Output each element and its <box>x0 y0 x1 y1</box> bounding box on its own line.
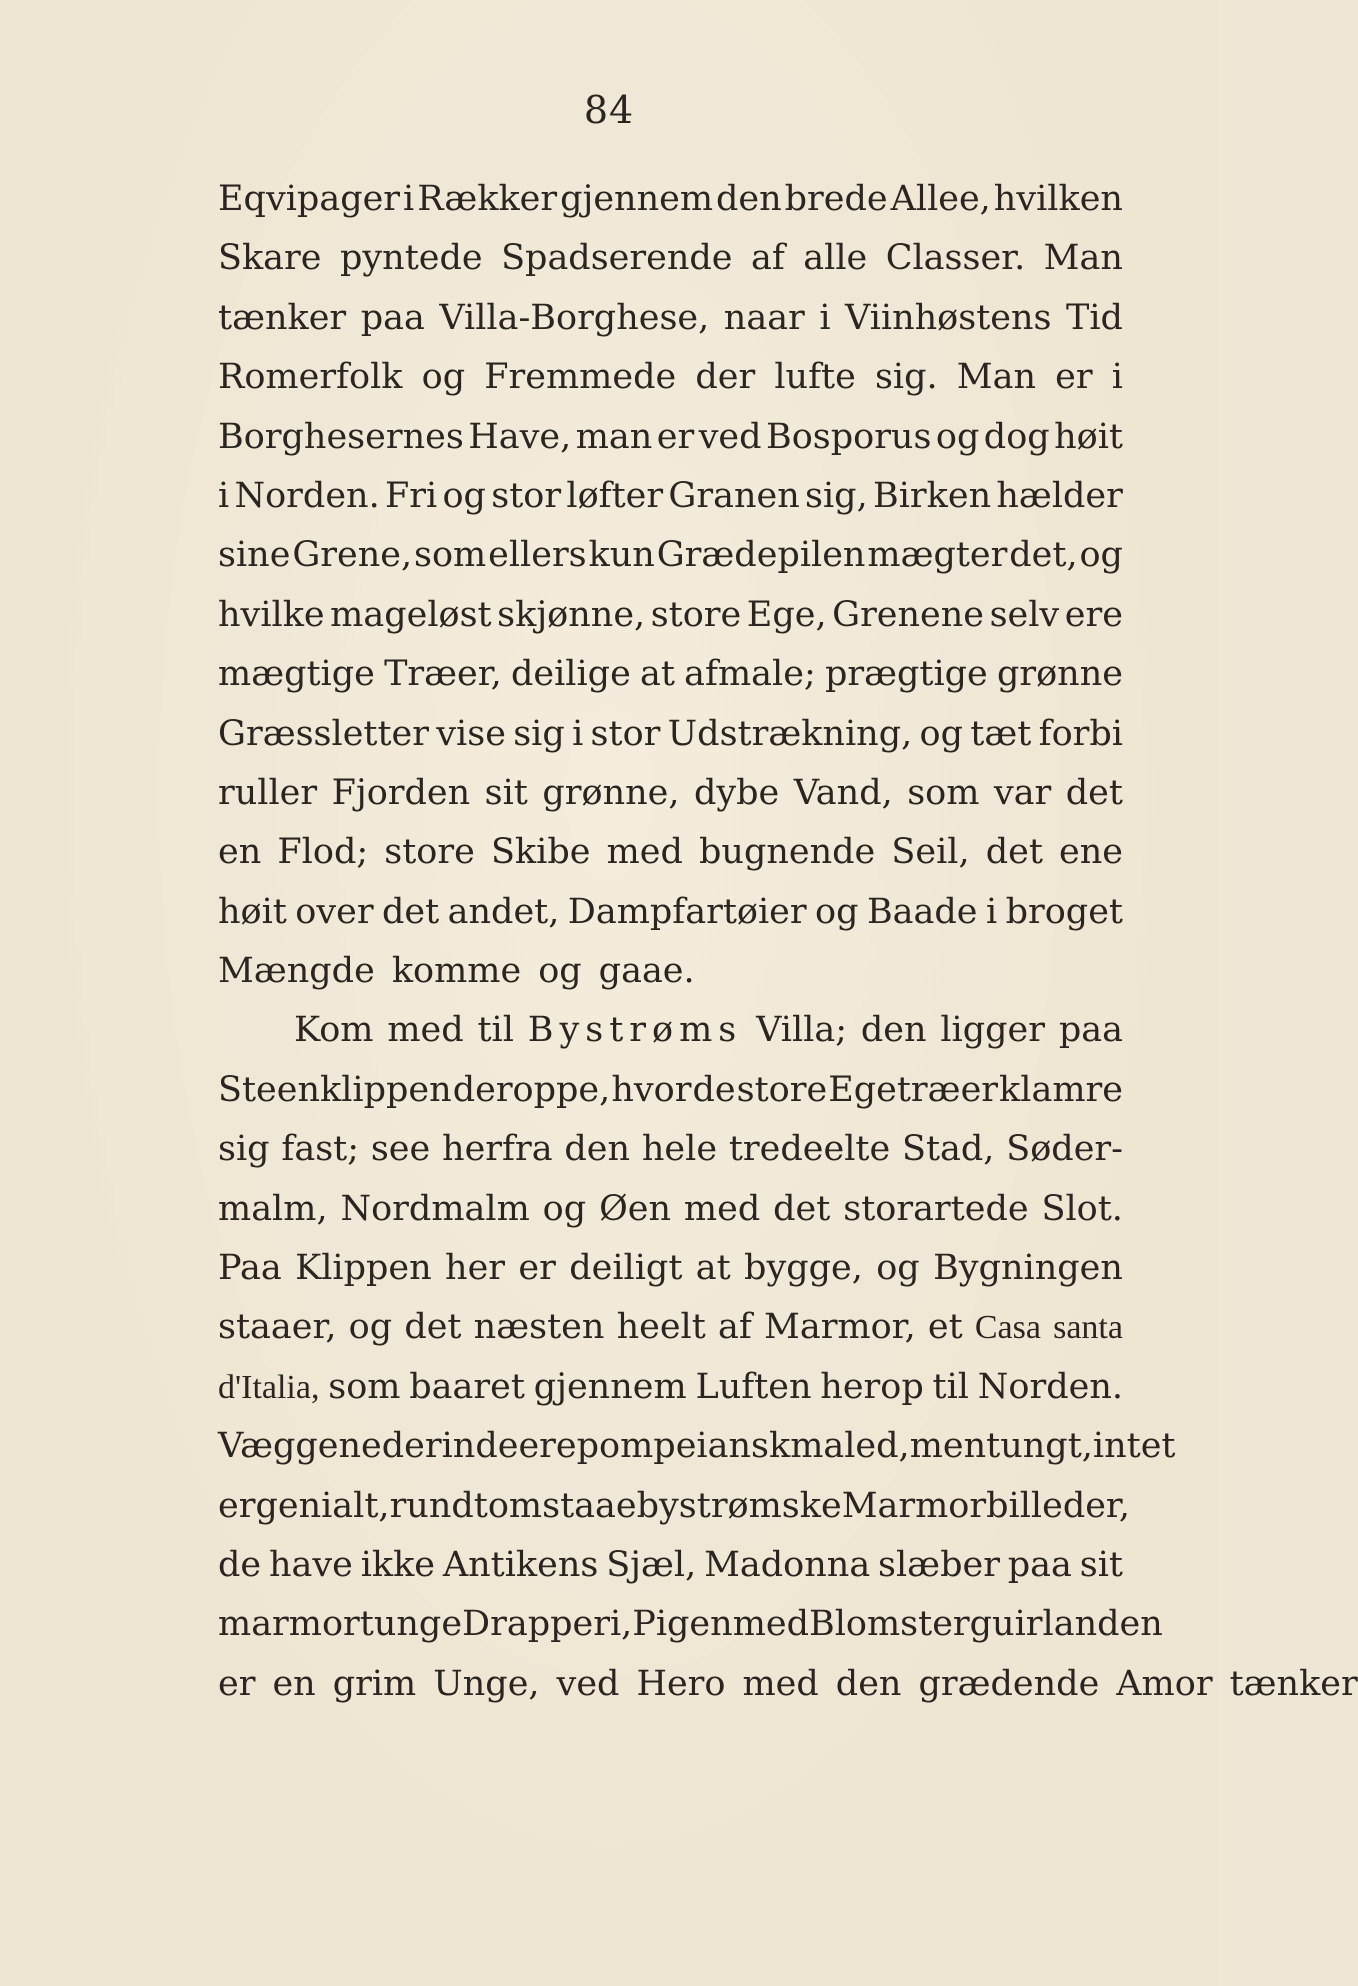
text-word: ikke <box>360 1544 436 1585</box>
text-word: i <box>403 179 415 219</box>
text-word: Allee, <box>890 179 991 219</box>
text-word: næsten <box>473 1307 605 1348</box>
text-word: dog <box>983 416 1050 457</box>
text-word: Villa-Borghese, <box>439 297 710 338</box>
text-line <box>218 408 1123 467</box>
text-word: og <box>538 951 582 992</box>
text-word: i <box>819 297 831 338</box>
page-number: 84 <box>583 88 635 132</box>
text-word: Have, <box>468 416 572 457</box>
text-word: mægtige <box>218 654 375 695</box>
text-word: et <box>927 1307 963 1348</box>
text-word: paa <box>360 297 425 338</box>
text-word: brede <box>784 179 888 219</box>
text-line <box>218 348 1123 407</box>
text-word: sig <box>513 713 565 754</box>
text-word: maled, <box>790 1426 910 1467</box>
text-line <box>218 586 1123 645</box>
text-line <box>218 229 1123 288</box>
text-word: Viinhøstens <box>845 297 1052 338</box>
text-word: Seil, <box>891 832 970 873</box>
text-word: grædende <box>918 1663 1100 1704</box>
text-word: Skibe <box>490 832 591 873</box>
text-word: man <box>575 416 653 457</box>
text-word: Bygningen <box>933 1248 1123 1289</box>
text-word: store <box>384 832 475 873</box>
text-word: hvilke <box>218 594 325 635</box>
text-word: stor <box>491 475 562 516</box>
text-word: fast; <box>281 1129 360 1170</box>
text-word: er <box>518 1248 556 1289</box>
text-word: bugnende <box>699 832 876 873</box>
text-line <box>218 1536 1123 1595</box>
text-word: selv <box>989 594 1060 635</box>
text-word: klamre <box>999 1069 1123 1110</box>
text-line <box>218 823 1123 882</box>
text-word: Villa; <box>756 1010 847 1051</box>
text-word: Stad, <box>901 1129 995 1170</box>
text-word: Madonna <box>704 1544 871 1585</box>
text-word: vise <box>436 713 506 754</box>
text-word: ved <box>698 416 762 457</box>
text-word: Græssletter <box>218 713 429 754</box>
text-word: paa <box>1007 1544 1072 1585</box>
text-word: den <box>860 1010 927 1051</box>
text-word: Træer, <box>384 654 502 695</box>
text-word: grønne <box>996 654 1123 695</box>
text-word: staae <box>542 1485 637 1526</box>
text-word: storartede <box>843 1188 1029 1229</box>
text-word: er <box>218 1485 256 1526</box>
text-word: stor <box>590 713 661 754</box>
text-word: og <box>919 713 964 754</box>
text-word: komme <box>391 951 522 992</box>
text-word: sig, <box>805 475 868 516</box>
text-word: Marmor, <box>763 1307 916 1348</box>
text-word: baaret <box>409 1366 525 1407</box>
text-word: Kom <box>294 1010 374 1051</box>
text-word: Norden. <box>977 1366 1123 1407</box>
text-word: bystrømske <box>636 1485 842 1526</box>
text-word: lufte <box>774 357 856 398</box>
text-word: Antikens <box>442 1544 599 1585</box>
text-word: marmortunge <box>218 1604 463 1645</box>
text-word: tungt, <box>986 1426 1093 1467</box>
text-word: tæt <box>970 713 1032 754</box>
text-word: en <box>218 832 262 873</box>
text-word: af <box>750 238 785 279</box>
text-word: Fjorden <box>331 772 471 813</box>
text-word: Udstrækning, <box>667 713 913 754</box>
text-word: dybe <box>693 772 780 813</box>
text-word: over <box>295 891 374 932</box>
text-word: Grene, <box>292 535 413 576</box>
text-word: de <box>692 1069 736 1110</box>
text-word: er <box>1055 357 1093 398</box>
text-word: Baade <box>866 891 978 932</box>
text-word: intet <box>1092 1426 1176 1467</box>
text-word: rundt <box>389 1485 488 1526</box>
text-word: ere <box>1064 594 1123 635</box>
text-word: alle <box>803 238 868 279</box>
text-word: have <box>268 1544 353 1585</box>
text-word: Man <box>1043 238 1123 279</box>
text-word: det <box>382 891 440 932</box>
text-word: andet, <box>447 891 560 932</box>
text-word: og <box>1079 535 1123 576</box>
text-word: santa <box>1053 1309 1123 1347</box>
text-word: Fri <box>384 475 438 516</box>
text-word: herop <box>820 1366 924 1407</box>
text-word: Hero <box>636 1663 726 1704</box>
text-word: og <box>876 1248 920 1289</box>
text-word: ene <box>1059 832 1123 873</box>
text-word: til <box>932 1366 969 1407</box>
text-line <box>218 289 1123 348</box>
text-word: broget <box>1005 891 1123 932</box>
text-word: pompeiansk <box>576 1426 791 1467</box>
text-word: gjennem <box>560 179 714 219</box>
text-word: og <box>815 891 859 932</box>
text-word: i <box>985 891 998 932</box>
text-word: Eqvipager <box>218 179 401 219</box>
text-word: deilige <box>510 654 631 695</box>
text-word: der <box>695 357 756 398</box>
text-word: det, <box>1009 535 1078 576</box>
text-word: tredeelte <box>728 1129 891 1170</box>
text-word: afmale; <box>684 654 816 695</box>
text-line <box>218 1477 1130 1536</box>
text-word: tænker <box>218 297 347 338</box>
text-word: Dampfartøier <box>567 891 807 932</box>
text-line <box>218 170 1123 229</box>
text-word: af <box>717 1307 752 1348</box>
text-word: Egetræer <box>828 1069 999 1110</box>
text-line <box>218 467 1123 526</box>
text-word: den <box>564 1129 631 1170</box>
text-word: Romerfolk <box>218 357 403 398</box>
text-line <box>218 1655 1358 1714</box>
text-word: malm, <box>218 1188 328 1229</box>
text-word: Fremmede <box>484 357 677 398</box>
text-word: Tid <box>1066 297 1123 338</box>
text-line <box>218 705 1123 764</box>
text-word: og <box>348 1307 393 1348</box>
text-word: er <box>218 1663 256 1704</box>
text-line <box>218 1120 1123 1179</box>
text-word: og <box>421 357 466 398</box>
text-word: ved <box>556 1663 620 1704</box>
text-word: høit <box>1054 416 1123 457</box>
text-word: Mængde <box>218 951 375 992</box>
text-word: sit <box>1079 1544 1123 1585</box>
text-word: ellers <box>488 535 587 576</box>
text-word: sit <box>484 772 528 813</box>
text-word: kun <box>588 535 655 576</box>
text-word: sig. <box>874 357 938 398</box>
text-word: Drapperi, <box>462 1604 633 1645</box>
text-word: som <box>328 1366 401 1407</box>
text-word: forbi <box>1038 713 1123 754</box>
text-word: paa <box>1058 1010 1123 1051</box>
text-word: i <box>1111 357 1123 398</box>
text-word: Classer. <box>885 238 1026 279</box>
text-word: den <box>716 179 782 219</box>
text-word: ere <box>518 1426 577 1467</box>
text-word: som <box>414 535 487 576</box>
text-word: Væggene <box>218 1426 382 1467</box>
text-word: herfra <box>442 1129 553 1170</box>
text-word: Vand, <box>793 772 893 813</box>
text-word: Flod; <box>277 832 369 873</box>
text-word: Marmorbilleder, <box>841 1485 1130 1526</box>
text-word: Blomsterguirlanden <box>809 1604 1163 1645</box>
text-line <box>218 645 1123 704</box>
text-word: Rækker <box>417 179 558 219</box>
text-word: Granen <box>668 475 800 516</box>
text-word: at <box>695 1248 731 1289</box>
text-word: med <box>742 1663 819 1704</box>
text-word: slæber <box>878 1544 1000 1585</box>
text-word: gaae. <box>598 951 695 992</box>
text-word: genialt, <box>255 1485 390 1526</box>
text-word: at <box>640 654 675 695</box>
text-word: Bystrøms <box>527 1010 743 1051</box>
text-word: Klippen <box>295 1248 432 1289</box>
text-line <box>218 1239 1123 1298</box>
text-word: med <box>387 1010 464 1051</box>
text-word: grønne, <box>542 772 680 813</box>
text-word: mageløst <box>330 594 492 635</box>
text-word: den <box>835 1663 902 1704</box>
text-line <box>218 764 1123 823</box>
text-word: Nordmalm <box>340 1188 530 1229</box>
text-word: Borghesernes <box>218 416 464 457</box>
text-line <box>218 1061 1123 1120</box>
body-text <box>218 170 1358 1714</box>
text-word: ruller <box>218 772 318 813</box>
text-line <box>218 1417 1176 1476</box>
text-word: hvor <box>611 1069 692 1110</box>
text-word: deiligt <box>569 1248 683 1289</box>
text-word: hele <box>641 1129 718 1170</box>
text-word: Amor <box>1116 1663 1213 1704</box>
text-word: om <box>487 1485 543 1526</box>
text-word: hælder <box>996 475 1123 516</box>
text-word: sine <box>218 535 291 576</box>
text-word: og <box>935 416 980 457</box>
text-word: Paa <box>218 1248 282 1289</box>
text-word: store <box>650 594 742 635</box>
text-word: en <box>272 1663 316 1704</box>
text-line <box>218 1001 1123 1060</box>
text-word: Slot. <box>1041 1188 1123 1229</box>
text-word: grim <box>332 1663 417 1704</box>
text-word: i <box>572 713 584 754</box>
text-word: Norden. <box>234 475 380 516</box>
text-word: Skare <box>218 238 322 279</box>
text-word: i <box>218 475 230 516</box>
text-word: sig <box>218 1129 270 1170</box>
text-word: pyntede <box>339 238 483 279</box>
text-word: Grædepilen <box>656 535 866 576</box>
text-word: d'Italia, <box>218 1368 320 1406</box>
text-word: som <box>907 772 980 813</box>
text-word: prægtige <box>824 654 988 695</box>
text-line <box>218 526 1123 585</box>
text-line <box>218 1595 1163 1654</box>
text-word: løfter <box>566 475 664 516</box>
text-word: Ege, <box>746 594 827 635</box>
text-word: Øen <box>599 1188 672 1229</box>
text-word: mægter <box>867 535 1008 576</box>
text-word: det <box>985 832 1043 873</box>
text-word: men <box>909 1426 987 1467</box>
text-word: og <box>442 475 486 516</box>
text-line <box>218 1298 1123 1357</box>
text-line <box>218 942 1123 1001</box>
text-word: ligger <box>940 1010 1046 1051</box>
text-word: Spadserende <box>501 238 733 279</box>
text-word: Sjæl, <box>606 1544 697 1585</box>
text-word: og <box>542 1188 587 1229</box>
text-word: det <box>773 1188 831 1229</box>
text-word: er <box>656 416 695 457</box>
text-word: med <box>606 832 683 873</box>
text-word: Luften <box>695 1366 812 1407</box>
text-word: Pigen <box>632 1604 733 1645</box>
text-word: bygge, <box>744 1248 863 1289</box>
text-word: til <box>477 1010 514 1051</box>
text-word: de <box>218 1544 262 1585</box>
text-word: med <box>732 1604 809 1645</box>
text-word: hvilken <box>993 179 1123 219</box>
text-word: Casa <box>974 1309 1041 1347</box>
text-word: Unge, <box>433 1663 540 1704</box>
text-word: deroppe, <box>452 1069 611 1110</box>
text-word: heelt <box>616 1307 706 1348</box>
text-word: Birken <box>873 475 992 516</box>
text-line <box>218 883 1123 942</box>
text-word: høit <box>218 891 287 932</box>
text-word: tænker <box>1229 1663 1358 1704</box>
text-word: Man <box>956 357 1037 398</box>
text-word: Steenklippen <box>218 1069 452 1110</box>
text-word: Grenene <box>832 594 985 635</box>
text-word: skjønne, <box>497 594 646 635</box>
text-word: see <box>370 1129 431 1170</box>
text-word: Søder- <box>1006 1129 1123 1170</box>
text-word: staaer, <box>218 1307 337 1348</box>
text-line <box>218 1358 1123 1417</box>
text-word: gjennem <box>533 1366 687 1407</box>
text-word: Bosporus <box>765 416 932 457</box>
text-word: derinde <box>381 1426 519 1467</box>
text-word: var <box>993 772 1052 813</box>
text-word: det <box>1065 772 1123 813</box>
text-word: her <box>445 1248 506 1289</box>
text-word: store <box>736 1069 828 1110</box>
text-word: med <box>683 1188 761 1229</box>
text-word: det <box>404 1307 462 1348</box>
text-line <box>218 1180 1123 1239</box>
text-word: naar <box>723 297 805 338</box>
